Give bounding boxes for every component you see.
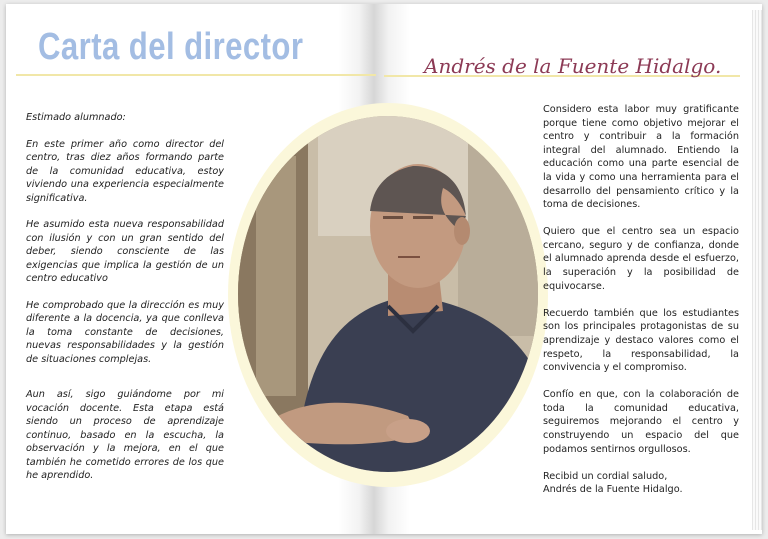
paragraph: Aun así, sigo guiándome por mi vocación docente. Esta etapa está siendo un proceso de aprendizaje continuo, basado en la escucha, la observación y la mejora, en el que también he cometido errores de los que he aprendido. xyxy=(26,389,224,481)
paragraph: Considero esta labor muy gratificante porque tiene como objetivo mejorar el centro y contribuir a la formación integral del alumnado. Entiendo la educación como una parte esencial de la vida y como una herramienta para el desarrollo del pensamiento crítico y la toma de decisiones. xyxy=(543,104,739,211)
greeting: Estimado alumnado: xyxy=(26,112,126,123)
open-book xyxy=(6,4,762,534)
left-column-text xyxy=(26,111,224,496)
paragraph: Confío en que, con la colaboración de toda la comunidad educativa, seguiremos mejorando el centro y construyendo un espacio del que podamos sentirnos orgullosos. xyxy=(543,389,739,455)
page-edges xyxy=(752,10,762,530)
page-title: Carta del director xyxy=(38,26,304,68)
paragraph: En este primer año como director del centro, tras diez años formando parte de la comunidad educativa, estoy viviendo una experiencia especialmente significativa. xyxy=(26,138,224,204)
paragraph: Quiero que el centro sea un espacio cercano, seguro y de confianza, donde el alumnado aprenda desde el esfuerzo, la superación y la posibilidad de equivocarse. xyxy=(543,226,739,292)
title-underline xyxy=(16,74,376,76)
paragraph: Recuerdo también que los estudiantes son los principales protagonistas de su aprendizaje y destaco valores como el respeto, la responsabilidad, la convivencia y el compromiso. xyxy=(543,307,739,374)
director-portrait-illustration xyxy=(238,116,538,472)
paragraph: He comprobado que la dirección es muy diferente a la docencia, ya que conlleva la toma constante de decisiones, nuevas responsabilidades y la gestión de situaciones complejas. xyxy=(26,299,224,365)
paragraph: He asumido esta nueva responsabilidad con ilusión y con un gran sentido del deber, siendo consciente de las exigencias que implica la gestión de un centro educativo xyxy=(26,219,224,284)
closing-signature: Andrés de la Fuente Hidalgo. xyxy=(543,484,683,496)
closing-greeting: Recibid un cordial saludo, xyxy=(543,470,668,482)
closing xyxy=(543,470,739,497)
signature-heading: Andrés de la Fuente Hidalgo. xyxy=(424,54,722,78)
director-photo xyxy=(238,116,538,472)
right-column-text xyxy=(543,103,739,497)
